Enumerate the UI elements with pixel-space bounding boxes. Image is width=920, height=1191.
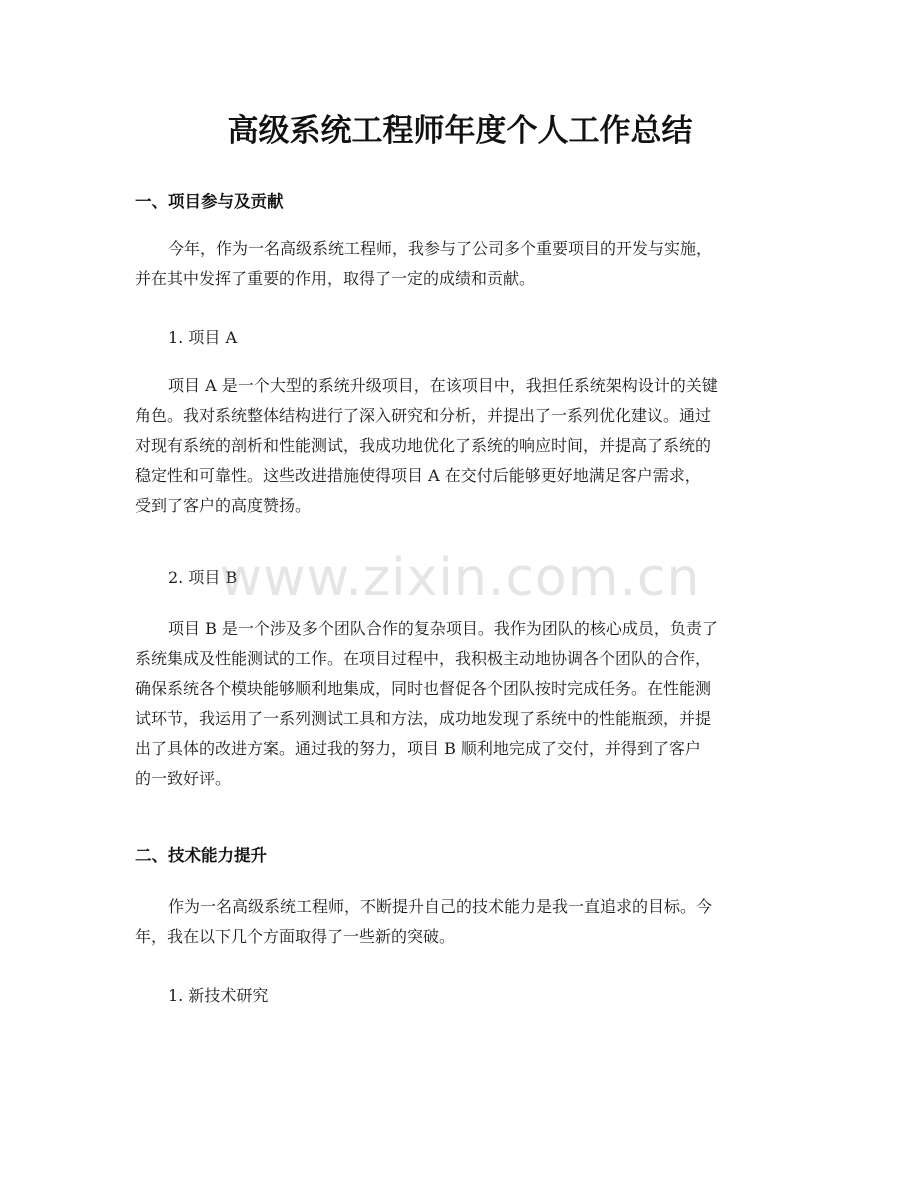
document-title: 高级系统工程师年度个人工作总结 xyxy=(227,113,693,149)
paragraph-line: 受到了客户的高度赞扬。 xyxy=(135,496,312,515)
paragraph-line: 项目 A 是一个大型的系统升级项目，在该项目中，我担任系统架构设计的关键 xyxy=(168,376,718,395)
paragraph-line: 稳定性和可靠性。这些改进措施使得项目 A 在交付后能够更好地满足客户需求， xyxy=(135,466,701,485)
site-watermark: www.zixin.com.cn xyxy=(219,548,701,608)
paragraph-line: 项目 B 是一个涉及多个团队合作的复杂项目。我作为团队的核心成员，负责了 xyxy=(168,619,718,638)
paragraph-line: 的一致好评。 xyxy=(135,769,232,788)
paragraph-line: 试环节，我运用了一系列测试工具和方法，成功地发现了系统中的性能瓶颈，并提 xyxy=(135,709,712,728)
paragraph-line: 并在其中发挥了重要的作用，取得了一定的成绩和贡献。 xyxy=(135,269,536,288)
item-label-project-a: 1. 项目 A xyxy=(168,328,237,347)
paragraph-line: 确保系统各个模块能够顺利地集成，同时也督促各个团队按时完成任务。在性能测 xyxy=(135,679,712,698)
section-heading-1: 一、项目参与及贡献 xyxy=(135,192,284,211)
paragraph-line: 系统集成及性能测试的工作。在项目过程中，我积极主动地协调各个团队的合作， xyxy=(135,649,712,668)
paragraph-line: 作为一名高级系统工程师，不断提升自己的技术能力是我一直追求的目标。今 xyxy=(168,897,713,916)
paragraph-line: 角色。我对系统整体结构进行了深入研究和分析，并提出了一系列优化建议。通过 xyxy=(135,406,712,425)
project-a-paragraph xyxy=(135,371,785,521)
paragraph-line: 今年，作为一名高级系统工程师，我参与了公司多个重要项目的开发与实施， xyxy=(168,239,713,258)
project-b-paragraph xyxy=(135,614,785,794)
paragraph-line: 对现有系统的剖析和性能测试，我成功地优化了系统的响应时间，并提高了系统的 xyxy=(135,436,712,455)
section2-intro-paragraph xyxy=(135,892,785,952)
paragraph-line: 年，我在以下几个方面取得了一些新的突破。 xyxy=(135,927,456,946)
paragraph-line: 出了具体的改进方案。通过我的努力，项目 B 顺利地完成了交付，并得到了客户 xyxy=(135,739,701,758)
item-label-new-tech-research: 1. 新技术研究 xyxy=(168,986,269,1005)
item-label-project-b: 2. 项目 B xyxy=(168,568,238,587)
section-heading-2: 二、技术能力提升 xyxy=(135,846,267,865)
section1-intro-paragraph xyxy=(135,234,785,294)
